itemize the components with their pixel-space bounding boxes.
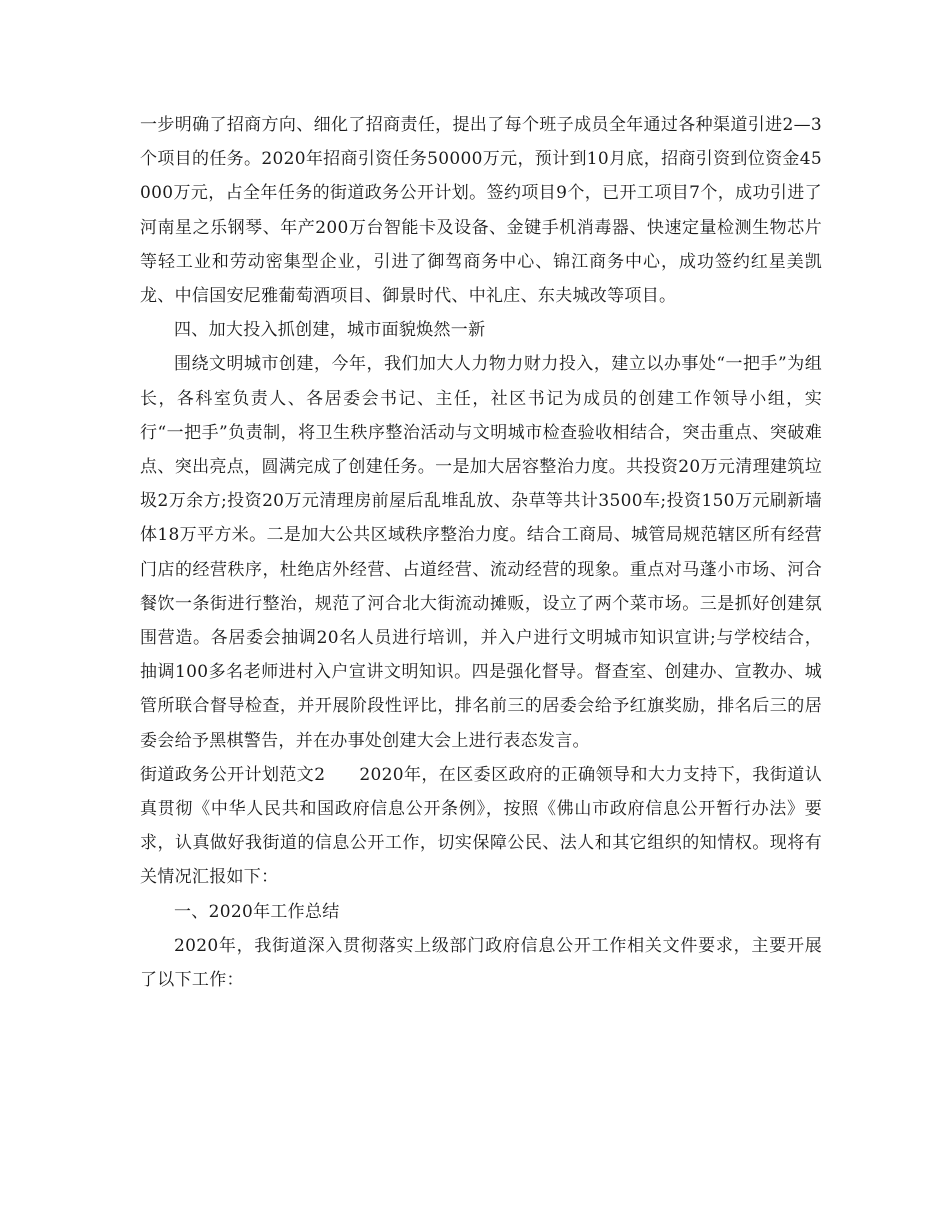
section-heading-four: 四、加大投入抓创建，城市面貌焕然一新 [174,320,486,341]
sample-title: 街道政务公开计划范文2 [140,764,326,785]
paragraph-work-summary: 2020年，我街道深入贯彻落实上级部门政府信息公开工作相关文件要求，主要开展了以下工作： [140,935,822,991]
paragraph-investment: 一步明确了招商方向、细化了招商责任，提出了每个班子成员全年通过各种渠道引进2—3个项目的任务。2020年招商引资任务50000万元，预计到10月底，招商引资到位资金45000万元，占全年任务的街道政务公开计划。签约项目9个，已开工项目7个，成功引进了河南星之乐钢琴、年产200万台智能卡及设备、金键手机消毒器、快速定量检测生物芯片等轻工业和劳动密集型企业，引进了御驾商务中心、锦江商务中心，成功签约红星美凯龙、中信国安尼雅葡萄酒项目、御景时代、中礼庄、东夫城改等项目。 [140,115,822,307]
sample-intro: 2020年，在区委区政府的正确领导和大力支持下，我街道认真贯彻《中华人民共和国政府信息公开条例》，按照《佛山市政府信息公开暂行办法》要求，认真做好我街道的信息公开工作，切实保障公民、法人和其它组织的知情权。现将有关情况汇报如下： [140,764,822,888]
paragraph-civilized-city: 围绕文明城市创建，今年，我们加大人力物力财力投入，建立以办事处“一把手”为组长，各科室负责人、各居委会书记、主任，社区书记为成员的创建工作领导小组，实行“一把手”负责制，将卫生秩序整治活动与文明城市检查验收相结合，突击重点、突破难点、突出亮点，圆满完成了创建任务。一是加大居容整治力度。共投资20万元清理建筑垃圾2万余方;投资20万元清理房前屋后乱堆乱放、杂草等共计3500车;投资150万元刷新墙体18万平方米。二是加大公共区域秩序整治力度。结合工商局、城管局规范辖区所有经营门店的经营秩序，杜绝店外经营、占道经营、流动经营的现象。重点对马蓬小市场、河合餐饮一条街进行整治，规范了河合北大街流动摊贩，设立了两个菜市场。三是抓好创建氛围营造。各居委会抽调20名人员进行培训，并入户进行文明城市知识宣讲;与学校结合，抽调100多名老师进村入户宣讲文明知识。四是强化督导。督查室、创建办、宣教办、城管所联合督导检查，并开展阶段性评比，排名前三的居委会给予红旗奖励，排名后三的居委会给予黑棋警告，并在办事处创建大会上进行表态发言。 [140,354,822,751]
paragraph-sample-two [140,758,822,895]
document-page [140,108,822,997]
section-heading-one: 一、2020年工作总结 [174,901,340,922]
